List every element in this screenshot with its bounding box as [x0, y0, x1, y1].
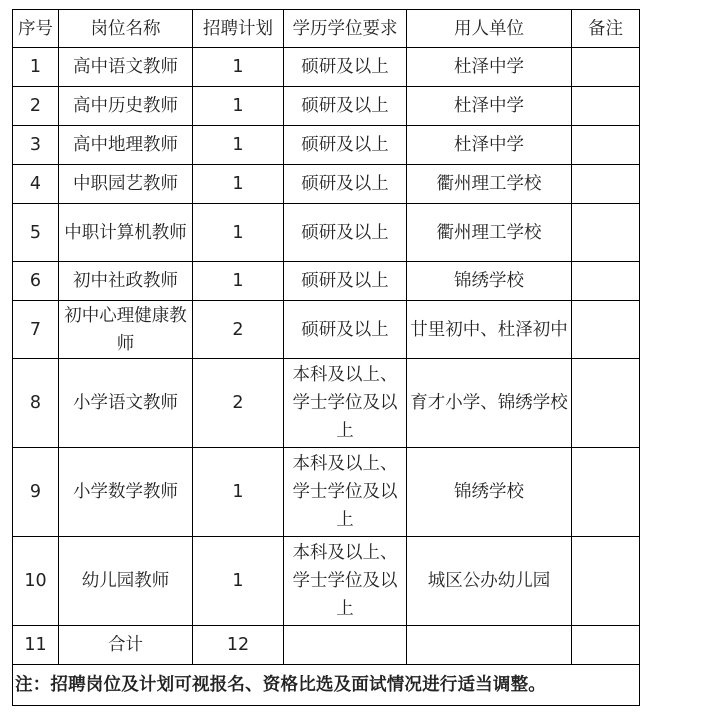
row-employer: 育才小学、锦绣学校: [407, 359, 572, 448]
table-row: [13, 537, 640, 626]
row-position: 初中心理健康教师: [59, 301, 193, 359]
row-remark: [572, 448, 640, 537]
table-row: [13, 359, 640, 448]
total-seq: 11: [13, 626, 59, 665]
row-plan: 1: [193, 48, 284, 87]
table-row: [13, 87, 640, 126]
total-empty-cell: [407, 626, 572, 665]
row-plan: 1: [193, 126, 284, 165]
table-row: [13, 126, 640, 165]
row-education: 本科及以上、学士学位及以上: [284, 448, 407, 537]
row-remark: [572, 48, 640, 87]
header-remark: 备注: [572, 10, 640, 48]
row-position: 小学数学教师: [59, 448, 193, 537]
note-row: [13, 665, 640, 706]
row-employer: 锦绣学校: [407, 262, 572, 301]
total-empty-cell: [284, 626, 407, 665]
row-education: 硕研及以上: [284, 48, 407, 87]
recruitment-table: [12, 9, 640, 706]
row-education: 本科及以上、学士学位及以上: [284, 537, 407, 626]
row-seq: 3: [13, 126, 59, 165]
row-seq: 4: [13, 165, 59, 204]
row-position: 小学语文教师: [59, 359, 193, 448]
row-remark: [572, 359, 640, 448]
header-row: [13, 10, 640, 48]
row-education: 硕研及以上: [284, 301, 407, 359]
row-plan: 1: [193, 537, 284, 626]
header-position: 岗位名称: [59, 10, 193, 48]
total-label: 合计: [59, 626, 193, 665]
row-remark: [572, 165, 640, 204]
row-remark: [572, 537, 640, 626]
total-plan: 12: [193, 626, 284, 665]
row-plan: 2: [193, 359, 284, 448]
row-remark: [572, 204, 640, 262]
row-plan: 1: [193, 448, 284, 537]
row-plan: 1: [193, 262, 284, 301]
row-education: 硕研及以上: [284, 126, 407, 165]
total-row: [13, 626, 640, 665]
header-employer: 用人单位: [407, 10, 572, 48]
row-plan: 1: [193, 165, 284, 204]
row-employer: 杜泽中学: [407, 87, 572, 126]
row-employer: 城区公办幼儿园: [407, 537, 572, 626]
row-seq: 1: [13, 48, 59, 87]
row-seq: 8: [13, 359, 59, 448]
table-row: [13, 165, 640, 204]
row-education: 硕研及以上: [284, 87, 407, 126]
row-employer: 衢州理工学校: [407, 204, 572, 262]
row-position: 初中社政教师: [59, 262, 193, 301]
row-remark: [572, 301, 640, 359]
row-position: 中职园艺教师: [59, 165, 193, 204]
row-plan: 1: [193, 204, 284, 262]
row-education: 本科及以上、学士学位及以上: [284, 359, 407, 448]
row-position: 中职计算机教师: [59, 204, 193, 262]
row-education: 硕研及以上: [284, 204, 407, 262]
table-row: [13, 301, 640, 359]
row-seq: 6: [13, 262, 59, 301]
row-position: 高中历史教师: [59, 87, 193, 126]
row-remark: [572, 87, 640, 126]
row-employer: 杜泽中学: [407, 48, 572, 87]
row-seq: 10: [13, 537, 59, 626]
row-employer: 锦绣学校: [407, 448, 572, 537]
row-seq: 2: [13, 87, 59, 126]
row-employer: 杜泽中学: [407, 126, 572, 165]
row-remark: [572, 126, 640, 165]
table-row: [13, 48, 640, 87]
row-position: 高中地理教师: [59, 126, 193, 165]
header-education: 学历学位要求: [284, 10, 407, 48]
row-employer: 廿里初中、杜泽初中: [407, 301, 572, 359]
row-plan: 1: [193, 87, 284, 126]
note-text: 注：招聘岗位及计划可视报名、资格比选及面试情况进行适当调整。: [13, 665, 640, 706]
table-row: [13, 204, 640, 262]
table-row: [13, 262, 640, 301]
header-seq: 序号: [13, 10, 59, 48]
row-seq: 9: [13, 448, 59, 537]
row-employer: 衢州理工学校: [407, 165, 572, 204]
row-remark: [572, 262, 640, 301]
header-plan: 招聘计划: [193, 10, 284, 48]
row-education: 硕研及以上: [284, 262, 407, 301]
row-position: 高中语文教师: [59, 48, 193, 87]
total-empty-cell: [572, 626, 640, 665]
row-education: 硕研及以上: [284, 165, 407, 204]
row-plan: 2: [193, 301, 284, 359]
row-seq: 5: [13, 204, 59, 262]
row-seq: 7: [13, 301, 59, 359]
table-row: [13, 448, 640, 537]
row-position: 幼儿园教师: [59, 537, 193, 626]
